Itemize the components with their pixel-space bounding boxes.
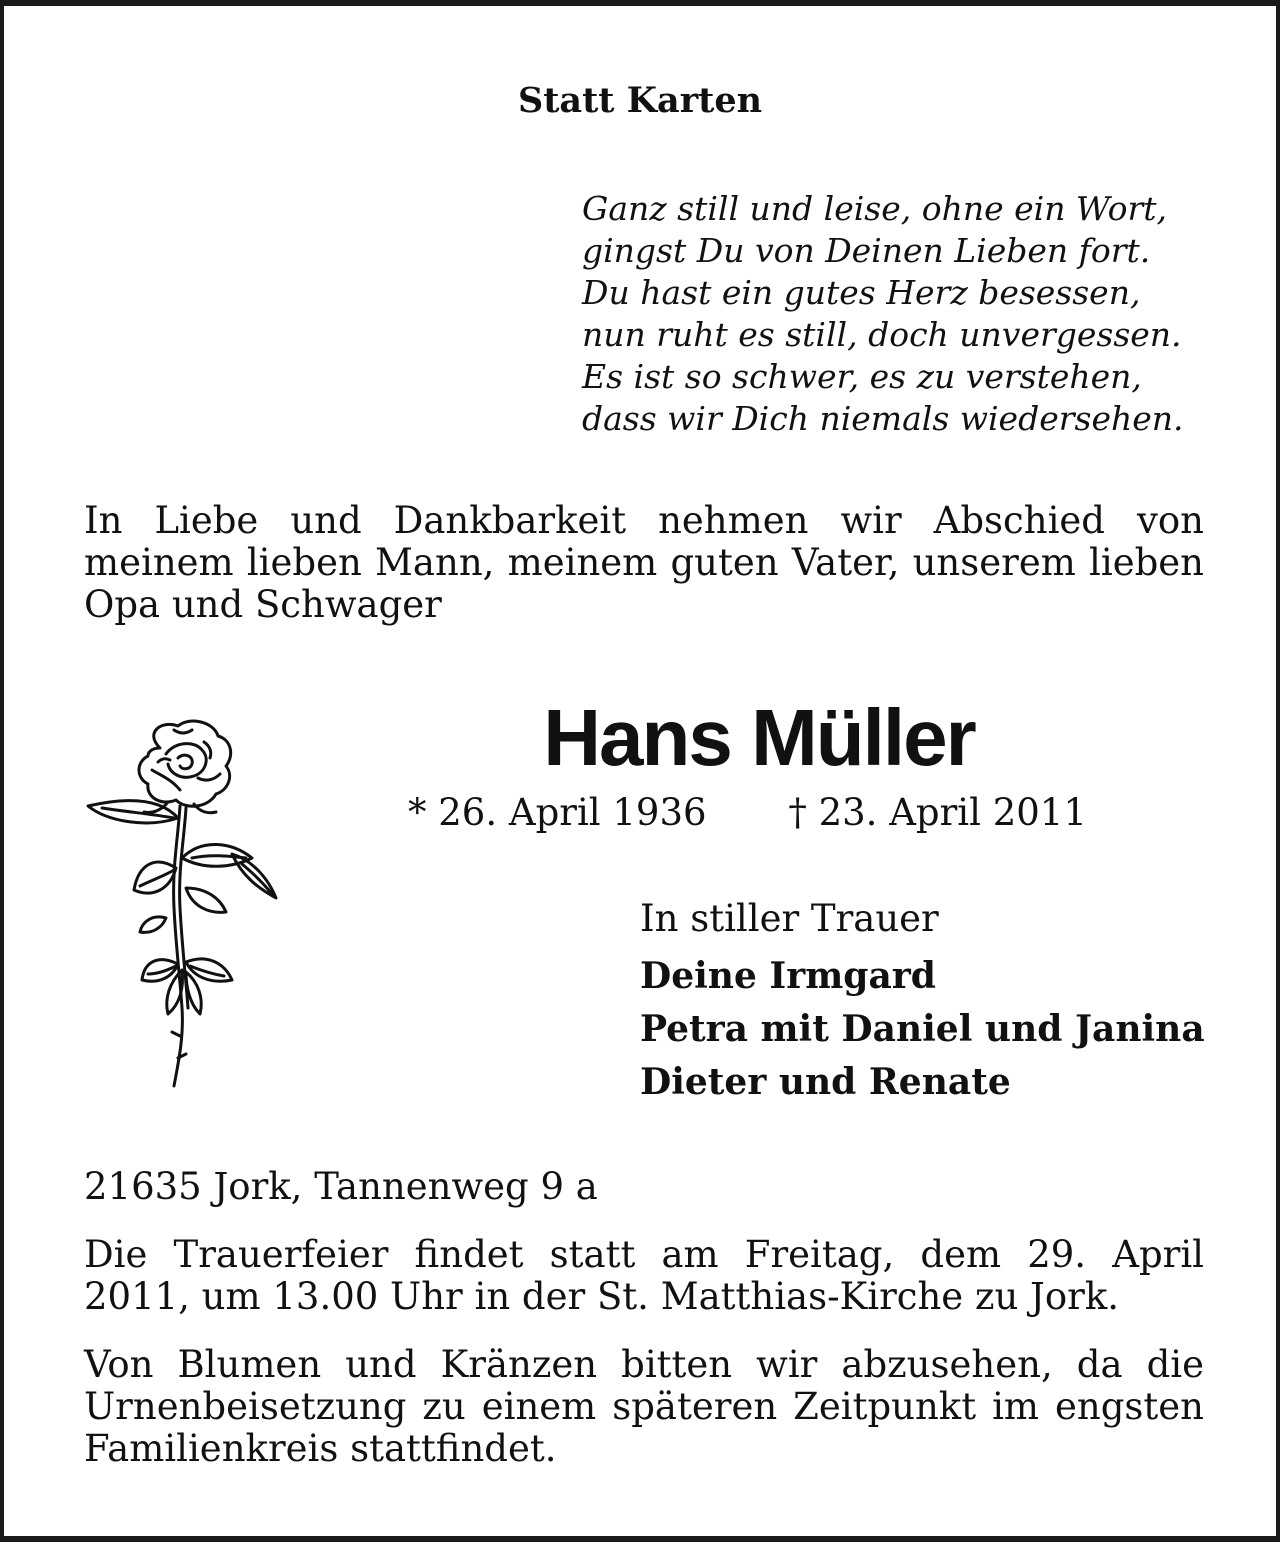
poem-line: Ganz still und leise, ohne ein Wort, xyxy=(582,189,1168,228)
mourners-block xyxy=(640,894,1240,1109)
mourner-name: Petra mit Daniel und Janina xyxy=(640,1008,1205,1050)
address: 21635 Jork, Tannenweg 9 a xyxy=(84,1165,598,1208)
poem-line: nun ruht es still, doch unvergessen. xyxy=(582,315,1182,354)
birth-date: * 26. April 1936 xyxy=(408,791,707,834)
poem-line: Du hast ein gutes Herz besessen, xyxy=(582,273,1141,312)
mourner-name: Dieter und Renate xyxy=(640,1061,1011,1103)
poem-line: dass wir Dich niemals wiedersehen. xyxy=(582,399,1184,438)
notice-heading: Statt Karten xyxy=(517,80,763,121)
flowers-text: Von Blumen und Kränzen bitten wir abzusehen, da die Urnenbeisetzung zu einem späteren Zeitpunkt im engsten Familienkreis stattfindet. xyxy=(84,1343,1204,1470)
rose-icon xyxy=(82,718,282,1090)
mourning-lead: In stiller Trauer xyxy=(640,897,939,940)
ceremony-text: Die Trauerfeier findet statt am Freitag, dem 29. April 2011, um 13.00 Uhr in der St. Matthias-Kirche zu Jork. xyxy=(84,1233,1204,1318)
life-dates xyxy=(408,790,1087,836)
deceased-name: Hans Müller xyxy=(543,693,975,782)
intro-text: In Liebe und Dankbarkeit nehmen wir Abschied von meinem lieben Mann, meinem guten Vater, unserem lieben Opa und Schwager xyxy=(84,499,1204,626)
poem-line: Es ist so schwer, es zu verstehen, xyxy=(582,357,1142,396)
death-date: † 23. April 2011 xyxy=(788,791,1087,834)
mourner-name: Deine Irmgard xyxy=(640,955,936,997)
memorial-poem xyxy=(582,188,1222,440)
poem-line: gingst Du von Deinen Lieben fort. xyxy=(582,231,1151,270)
